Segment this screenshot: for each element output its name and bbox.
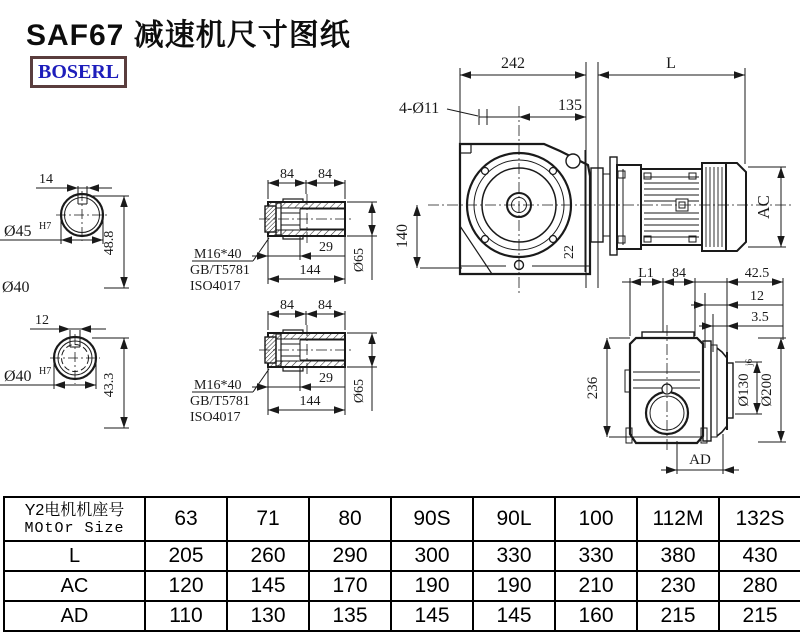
cell: 160: [555, 601, 637, 631]
dim-84a: 84: [280, 298, 294, 313]
gearbox-front-view: [394, 55, 792, 294]
dim-key-depth: 48.8: [102, 230, 117, 256]
cell: 145: [473, 601, 555, 631]
dim-84: 84: [672, 266, 686, 281]
dim-l1: L1: [638, 266, 654, 281]
cell: 215: [719, 601, 800, 631]
size-col: 63: [145, 497, 227, 541]
cell: 170: [309, 571, 391, 601]
cell: 190: [473, 571, 555, 601]
cell: 215: [637, 601, 719, 631]
cell: 205: [145, 541, 227, 571]
motor-size-table: [3, 496, 800, 632]
dim-bolt-holes: 4-Ø11: [399, 100, 440, 117]
brand-logo: BOSERL: [30, 56, 127, 88]
size-col: 90L: [473, 497, 555, 541]
dim-42-5: 42.5: [744, 266, 770, 281]
cell: 290: [309, 541, 391, 571]
table-row: [4, 541, 800, 571]
motor-size-header-cell: [4, 497, 145, 541]
size-col: 71: [227, 497, 309, 541]
shaft-section-bottom-view: [0, 313, 129, 428]
cell: 145: [391, 601, 473, 631]
bolt-standard-gb: GB/T5781: [190, 394, 250, 409]
cell: 330: [473, 541, 555, 571]
cell: 135: [309, 601, 391, 631]
cell: 330: [555, 541, 637, 571]
bolt-standard-iso: ISO4017: [190, 410, 241, 425]
dim-height-236: 236: [585, 376, 601, 400]
dim-bore-dia: Ø45: [4, 223, 32, 240]
shaft-section-top-view: [0, 172, 129, 296]
cell: 130: [227, 601, 309, 631]
dim-29: 29: [319, 371, 333, 386]
lug-dim-label: 22: [562, 245, 577, 259]
shaft-dia-label: Ø40: [2, 279, 30, 296]
dim-84b: 84: [318, 298, 332, 313]
cell: 230: [637, 571, 719, 601]
table-header-row: [4, 497, 800, 541]
dim-flange-dia: Ø200: [759, 373, 775, 407]
page-title: SAF67 减速机尺寸图纸: [26, 19, 351, 52]
dim-key-width: 12: [35, 313, 49, 328]
row-label: AD: [4, 601, 145, 631]
cell: 430: [719, 541, 800, 571]
cell: 380: [637, 541, 719, 571]
size-col: 112M: [637, 497, 719, 541]
row-label: AC: [4, 571, 145, 601]
bolt-standard-gb: GB/T5781: [190, 263, 250, 278]
size-col: 100: [555, 497, 637, 541]
dim-spigot-tolerance: j6: [744, 358, 754, 366]
dim-hub-dia: Ø65: [352, 247, 367, 273]
hollow-shaft-view-1: [190, 167, 377, 294]
dim-housing-width: 242: [501, 55, 525, 72]
dim-84b: 84: [318, 167, 332, 182]
gearbox-side-view: [585, 266, 786, 474]
bolt-spec-label: M16*40: [194, 378, 242, 393]
dim-144: 144: [299, 394, 321, 409]
dim-bore-tolerance: H7: [39, 366, 52, 377]
dim-12: 12: [750, 289, 764, 304]
dim-29: 29: [319, 240, 333, 255]
cell: 210: [555, 571, 637, 601]
header-english: MOtOr Size: [24, 520, 125, 537]
bolt-spec-label: M16*40: [194, 247, 242, 262]
cell: 190: [391, 571, 473, 601]
cell: 280: [719, 571, 800, 601]
dim-key-depth: 43.3: [102, 372, 117, 398]
dim-flange-offset: 135: [558, 97, 582, 114]
cell: 260: [227, 541, 309, 571]
dim-84a: 84: [280, 167, 294, 182]
bolt-standard-iso: ISO4017: [190, 279, 241, 294]
size-col: 90S: [391, 497, 473, 541]
dim-ad: AD: [689, 452, 711, 468]
table-row: [4, 571, 800, 601]
size-col: 132S: [719, 497, 800, 541]
dim-motor-dia: AC: [754, 195, 773, 219]
dim-axis-height: 140: [394, 224, 411, 248]
cell: 110: [145, 601, 227, 631]
row-label: L: [4, 541, 145, 571]
cell: 300: [391, 541, 473, 571]
size-col: 80: [309, 497, 391, 541]
dim-spigot-dia: Ø130: [736, 373, 752, 407]
dim-key-width: 14: [39, 172, 53, 187]
hollow-shaft-view-2: [190, 298, 377, 425]
cell: 120: [145, 571, 227, 601]
header-chinese: Y2电机机座号: [24, 502, 125, 519]
dim-bore-dia: Ø40: [4, 368, 32, 385]
dim-bore-tolerance: H7: [39, 221, 52, 232]
dim-motor-length: L: [666, 55, 676, 72]
table-row: [4, 601, 800, 631]
dim-144: 144: [299, 263, 321, 278]
cell: 145: [227, 571, 309, 601]
dim-hub-dia: Ø65: [352, 378, 367, 404]
dim-3-5: 3.5: [751, 310, 769, 325]
